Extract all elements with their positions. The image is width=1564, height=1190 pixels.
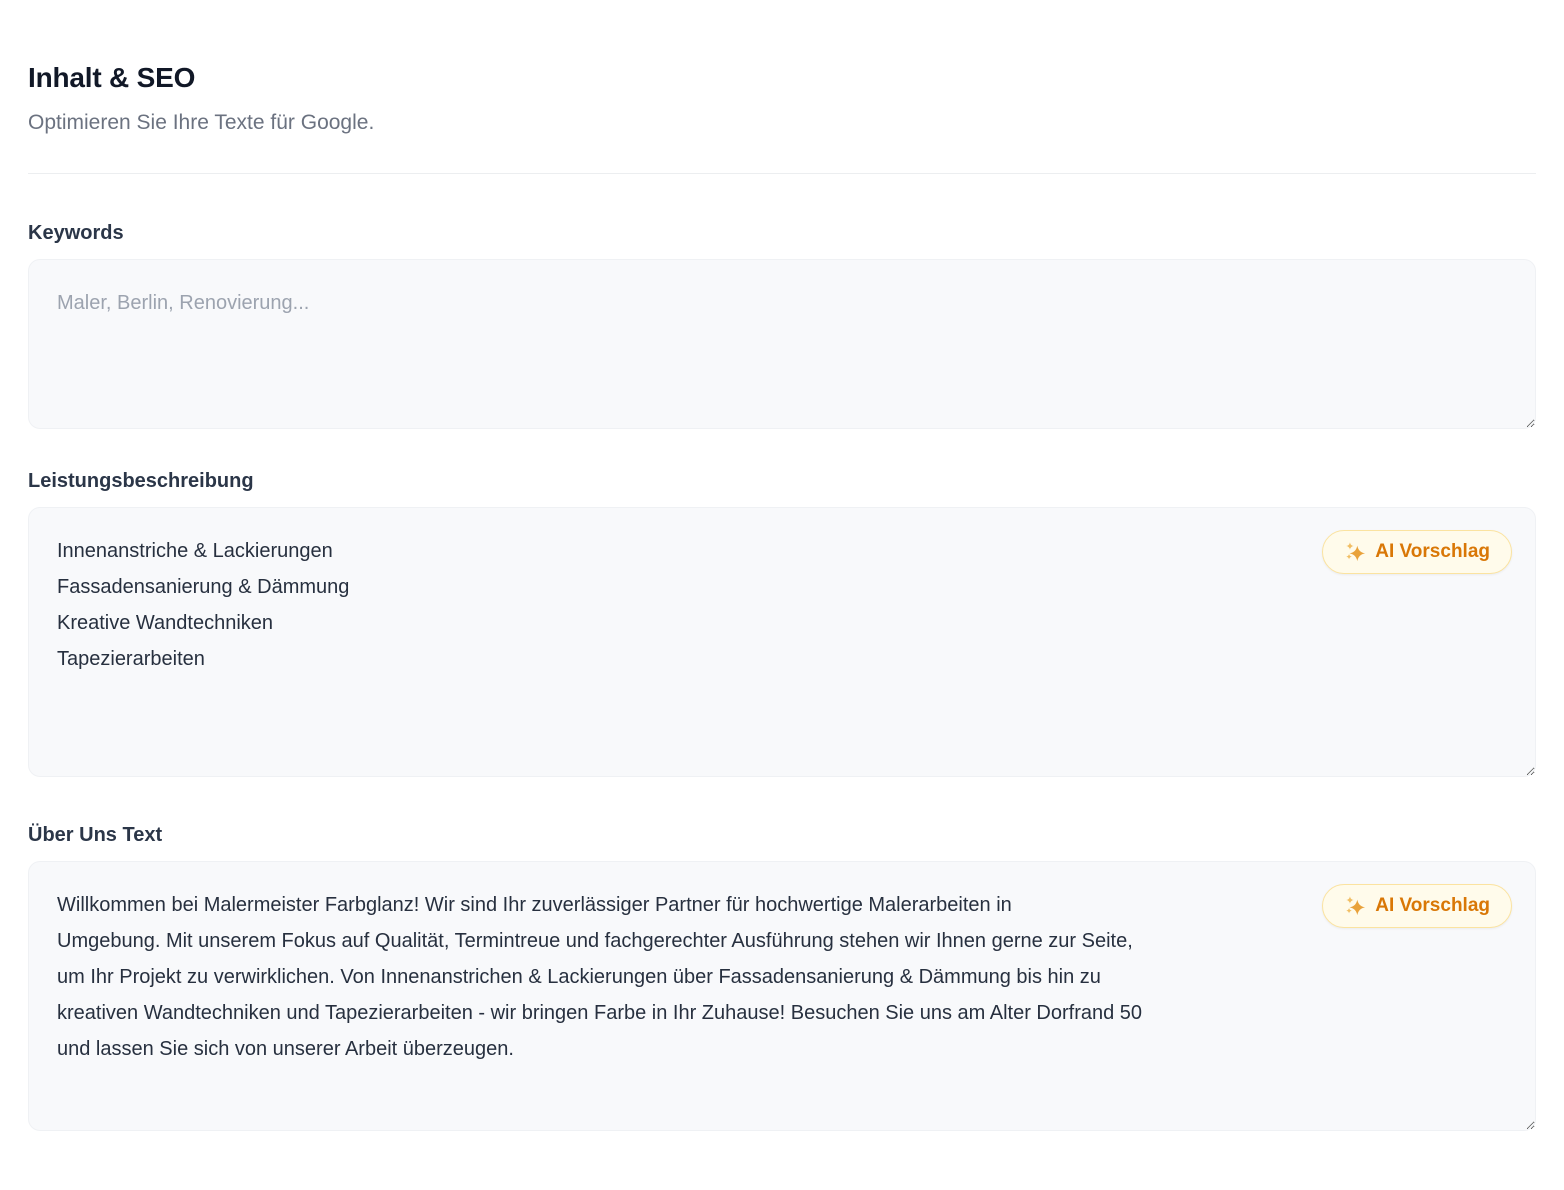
services-ai-vorschlag-button[interactable] bbox=[1322, 530, 1512, 574]
keywords-label: Keywords bbox=[28, 221, 124, 244]
about-textarea[interactable] bbox=[28, 861, 1536, 1131]
ai-button-label: AI Vorschlag bbox=[1375, 540, 1490, 562]
header-divider bbox=[28, 173, 1536, 174]
page-subtitle: Optimieren Sie Ihre Texte für Google. bbox=[28, 111, 375, 135]
page-title: Inhalt & SEO bbox=[28, 62, 196, 93]
services-textarea[interactable] bbox=[28, 507, 1536, 777]
about-label: Über Uns Text bbox=[28, 823, 163, 846]
sparkles-icon bbox=[1344, 541, 1366, 563]
services-field-wrap bbox=[28, 507, 1536, 777]
about-field-wrap bbox=[28, 861, 1536, 1131]
services-label: Leistungsbeschreibung bbox=[28, 469, 254, 492]
about-ai-vorschlag-button[interactable] bbox=[1322, 884, 1512, 928]
keywords-field-wrap bbox=[28, 259, 1536, 429]
sparkles-icon bbox=[1344, 895, 1366, 917]
keywords-textarea[interactable] bbox=[28, 259, 1536, 429]
ai-button-label: AI Vorschlag bbox=[1375, 894, 1490, 916]
content-seo-panel bbox=[0, 60, 1564, 1131]
